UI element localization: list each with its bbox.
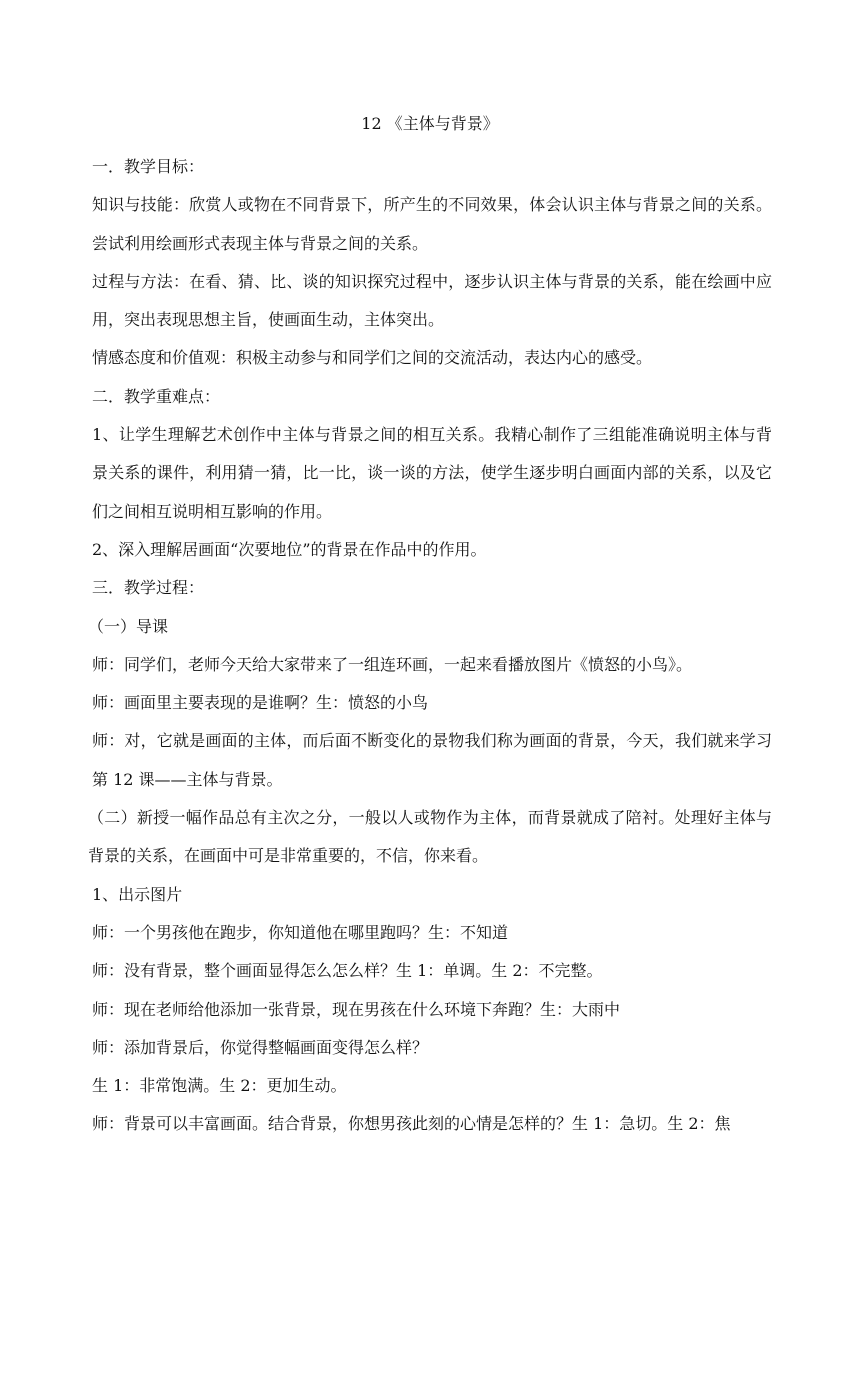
paragraph-emotion-values: 情感态度和价值观：积极主动参与和同学们之间的交流活动，表达内心的感受。: [92, 348, 653, 368]
dialogue-line: 师：对，它就是画面的主体，而后面不断变化的景物我们称为画面的背景，今天，我们就来学习第 12 课——主体与背景。: [92, 731, 772, 789]
paragraph-key-point-2: 2、深入理解居画面“次要地位”的背景在作品中的作用。: [92, 539, 487, 559]
subsection-heading-intro: （一）导课: [88, 616, 169, 636]
dialogue-line: 师：添加背景后，你觉得整幅画面变得怎么样？: [92, 1037, 429, 1057]
dialogue-line: 师：一个男孩他在跑步，你知道他在哪里跑吗？生：不知道: [92, 922, 509, 942]
dialogue-line: 师：同学们，老师今天给大家带来了一组连环画，一起来看播放图片《愤怒的小鸟》。: [92, 654, 693, 674]
dialogue-line: 师：没有背景，整个画面显得怎么怎么样？生 1：单调。生 2：不完整。: [92, 961, 603, 981]
dialogue-line: 生 1：非常饱满。生 2：更加生动。: [92, 1076, 347, 1096]
paragraph-knowledge-skills: 知识与技能：欣赏人或物在不同背景下，所产生的不同效果，体会认识主体与背景之间的关系。尝试利用绘画形式表现主体与背景之间的关系。: [92, 195, 772, 253]
section-heading-goals: 一．教学目标：: [92, 157, 205, 176]
dialogue-line: 师：背景可以丰富画面。结合背景，你想男孩此刻的心情是怎样的？生 1：急切。生 2：焦: [92, 1114, 731, 1134]
dialogue-line: 师：现在老师给他添加一张背景，现在男孩在什么环境下奔跑？生：大雨中: [92, 999, 621, 1019]
paragraph-process-method: 过程与方法：在看、猜、比、谈的知识探究过程中，逐步认识主体与背景的关系，能在绘画中应用，突出表现思想主旨，使画面生动，主体突出。: [92, 271, 772, 330]
subsection-new-lesson: （二）新授一幅作品总有主次之分，一般以人或物作为主体，而背景就成了陪衬。处理好主体与背景的关系，在画面中可是非常重要的，不信，你来看。: [88, 808, 772, 866]
document-title: 12 《主体与背景》: [361, 114, 499, 133]
document-body: [88, 148, 772, 1144]
section-heading-key-points: 二．教学重难点：: [92, 386, 221, 406]
step-heading-show-picture: 1、出示图片: [92, 884, 183, 904]
paragraph-key-point-1: 1、让学生理解艺术创作中主体与背景之间的相互关系。我精心制作了三组能准确说明主体与背景关系的课件，利用猜一猜，比一比，谈一谈的方法，使学生逐步明白画面内部的关系，以及它们之间相互说明相互影响的作用。: [92, 425, 772, 521]
dialogue-line: 师：画面里主要表现的是谁啊？生：愤怒的小鸟: [92, 693, 429, 713]
section-heading-process: 三．教学过程：: [92, 578, 205, 598]
